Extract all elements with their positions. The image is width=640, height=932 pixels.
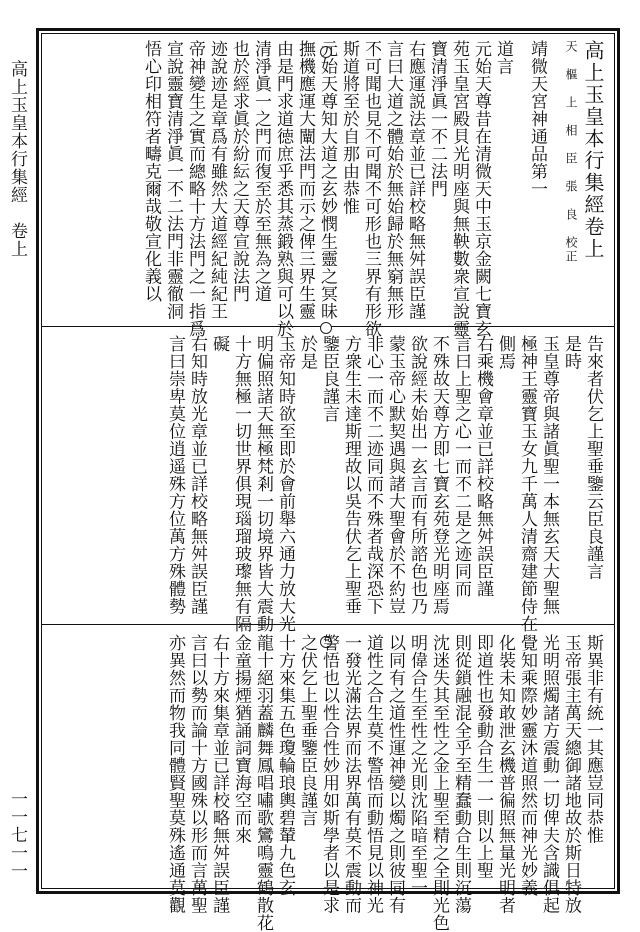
text-column: 欲說經未始出一玄言而有所諮色也乃 — [407, 335, 427, 615]
text-column: 不殊故天尊方即七寶玄苑登光明座焉 — [429, 335, 449, 615]
text-column: 沈迷失其至性之金上聖至精之全則光色 — [429, 634, 449, 932]
text-column: 道性之合生莫不警悟而動悟見以神光 — [363, 634, 383, 914]
text-column: 言曰大道之體始於無始歸於無窮無形 — [383, 40, 403, 320]
text-column: 即道性也發動合生一一則以上聖 — [473, 634, 493, 879]
text-column: 覺知乘際妙靈沐道照然而神光妙義 — [517, 634, 537, 897]
text-column: 玉皇尊帝與諸眞聖一本無玄天大聖無 — [539, 335, 559, 615]
text-panel-bottom — [164, 634, 604, 932]
text-column: 以同有之道性運神變以燭之則彼同有 — [385, 634, 405, 914]
text-column: 側焉 — [495, 335, 515, 370]
text-column: 右乘機會章並已詳校略無舛誤臣謹 — [473, 335, 493, 598]
text-column: 元始天尊知大道之玄妙憫生靈之冥昧 — [317, 40, 337, 320]
text-column: 則從鎖融混全乎至精蠢動合生則沉蕩 — [451, 634, 471, 914]
text-column: 也於經求眞於紛紜之天尊宣說法門 — [229, 40, 249, 303]
text-column: 清淨眞一之門而復至於至無為之道 — [251, 40, 271, 303]
text-column: 方衆生未達斯理故以吳告伏乞上聖垂 — [341, 335, 361, 615]
text-column: 一發光滿法界而法界萬有莫不震動而 — [341, 634, 361, 914]
text-column: 言曰上聖之心一而不二是之迹同而 — [451, 335, 471, 598]
text-column: 言曰以勢而論十方國殊以形而言萬聖 — [187, 634, 207, 914]
text-column: 金童揚煙猶誦詞寶海空而來 — [231, 634, 251, 844]
text-column: 非心一而不二迹同而不殊者哉深恐下 — [363, 335, 383, 615]
column-gap — [548, 40, 560, 324]
text-panel-top — [140, 40, 605, 338]
text-column: 明偉合生至性之光則沈陷暗至聖一 — [407, 634, 427, 897]
text-column: 警悟也以性合性妙用如斯學者以是求 — [319, 634, 339, 914]
text-column: 之伏乞上聖垂鑒臣良謹言 — [297, 634, 317, 827]
text-column: 鑒臣良謹言 — [319, 335, 339, 423]
text-column: 道言 — [493, 40, 513, 75]
text-column: 元始天尊昔在清微天中玉京金闕七寶玄 — [471, 40, 491, 338]
text-column: 告來者伏乞上聖垂鑒云臣良謹言 — [583, 335, 603, 580]
text-column: 不可聞也見不可聞不可形也三界有形欲 — [361, 40, 381, 338]
text-column: 礙 — [209, 335, 229, 353]
text-column: 於是 — [297, 335, 317, 370]
text-column: 帝神變生之實而總略十方法門之一指爲 — [185, 40, 205, 338]
text-column: 宣說靈寶清淨眞一不二法門非靈徹洞 — [163, 40, 183, 320]
text-column: 十方無極一切世界俱現瑙瑠玻瓈無有隔 — [231, 335, 251, 633]
text-column: 光明照燭諸方震動一切俾夫含識俱起 — [539, 634, 559, 914]
margin-title: 高上玉皇本行集經 卷上 — [7, 60, 27, 258]
text-column: 迹說迹是章爲有雖然大道經紀純紀王 — [207, 40, 227, 320]
text-column: 極神王靈寶玉女九千萬人清齋建節侍在 — [517, 335, 537, 633]
text-column: 斯道將至於自那由恭惟 — [339, 40, 359, 215]
text-column: 由是門求道徳庶乎悉其蒸鍛熟與可以於 — [273, 40, 293, 338]
text-column: 明偏照諸天無極梵剎一切境界皆大震動 — [253, 335, 273, 633]
text-column: 斯異非有統一其應豈同恭惟 — [583, 634, 603, 844]
text-column: 撫機應運大闡法門而示之俾三界生靈 — [295, 40, 315, 320]
page-number: 一一七一一 — [7, 790, 27, 880]
text-column: 亦異然而物我同體賢聖莫殊遙通莫觀 — [165, 634, 185, 914]
text-column: 化裝未知敢泄玄機普徧照無量光明者 — [495, 634, 515, 914]
text-column: 天 樞 上 相 臣 張 良 校正 — [564, 40, 578, 264]
text-column: 玉帝知時欲至即於會前舉六通力放大光 — [275, 335, 295, 633]
text-column: 右應運説法章並已詳校略無舛誤臣謹 — [405, 40, 425, 320]
text-column: 言曰崇卑莫位逍遥殊方位萬方殊體勢 — [165, 335, 185, 615]
text-column: 靖微天宮神通品第一 — [527, 40, 547, 198]
text-column: 蒙玉帝心默契遇與諸大聖會於不約豈 — [385, 335, 405, 615]
column-gap — [514, 40, 526, 324]
text-column: 龍十絕羽蓋麟舞鳳唱嘯歌鸞鳴靈鶴散花 — [253, 634, 273, 932]
text-column: 十方來集五色瓊輪琅輿碧輦九色玄 — [275, 634, 295, 897]
text-column: 悟心印相符者疇克爾哉敬宣化義以 — [141, 40, 161, 303]
text-column: 右十方來集章並已詳校略無舛誤臣謹 — [209, 634, 229, 914]
text-panel-middle — [164, 335, 604, 633]
text-column: 寶清淨眞一不二法門 — [427, 40, 447, 198]
text-column: 苑玉皇宮殿貝光明座與無鞅數衆宣說靈 — [449, 40, 469, 338]
text-column: 高上玉皇本行集經卷上 — [581, 40, 605, 260]
text-column: 右知時放光章並已詳校略無舛誤臣謹 — [187, 335, 207, 615]
text-column: 玉帝張主萬天總御諸地故於斯日特放 — [561, 634, 581, 914]
text-column: 是時 — [561, 335, 581, 370]
